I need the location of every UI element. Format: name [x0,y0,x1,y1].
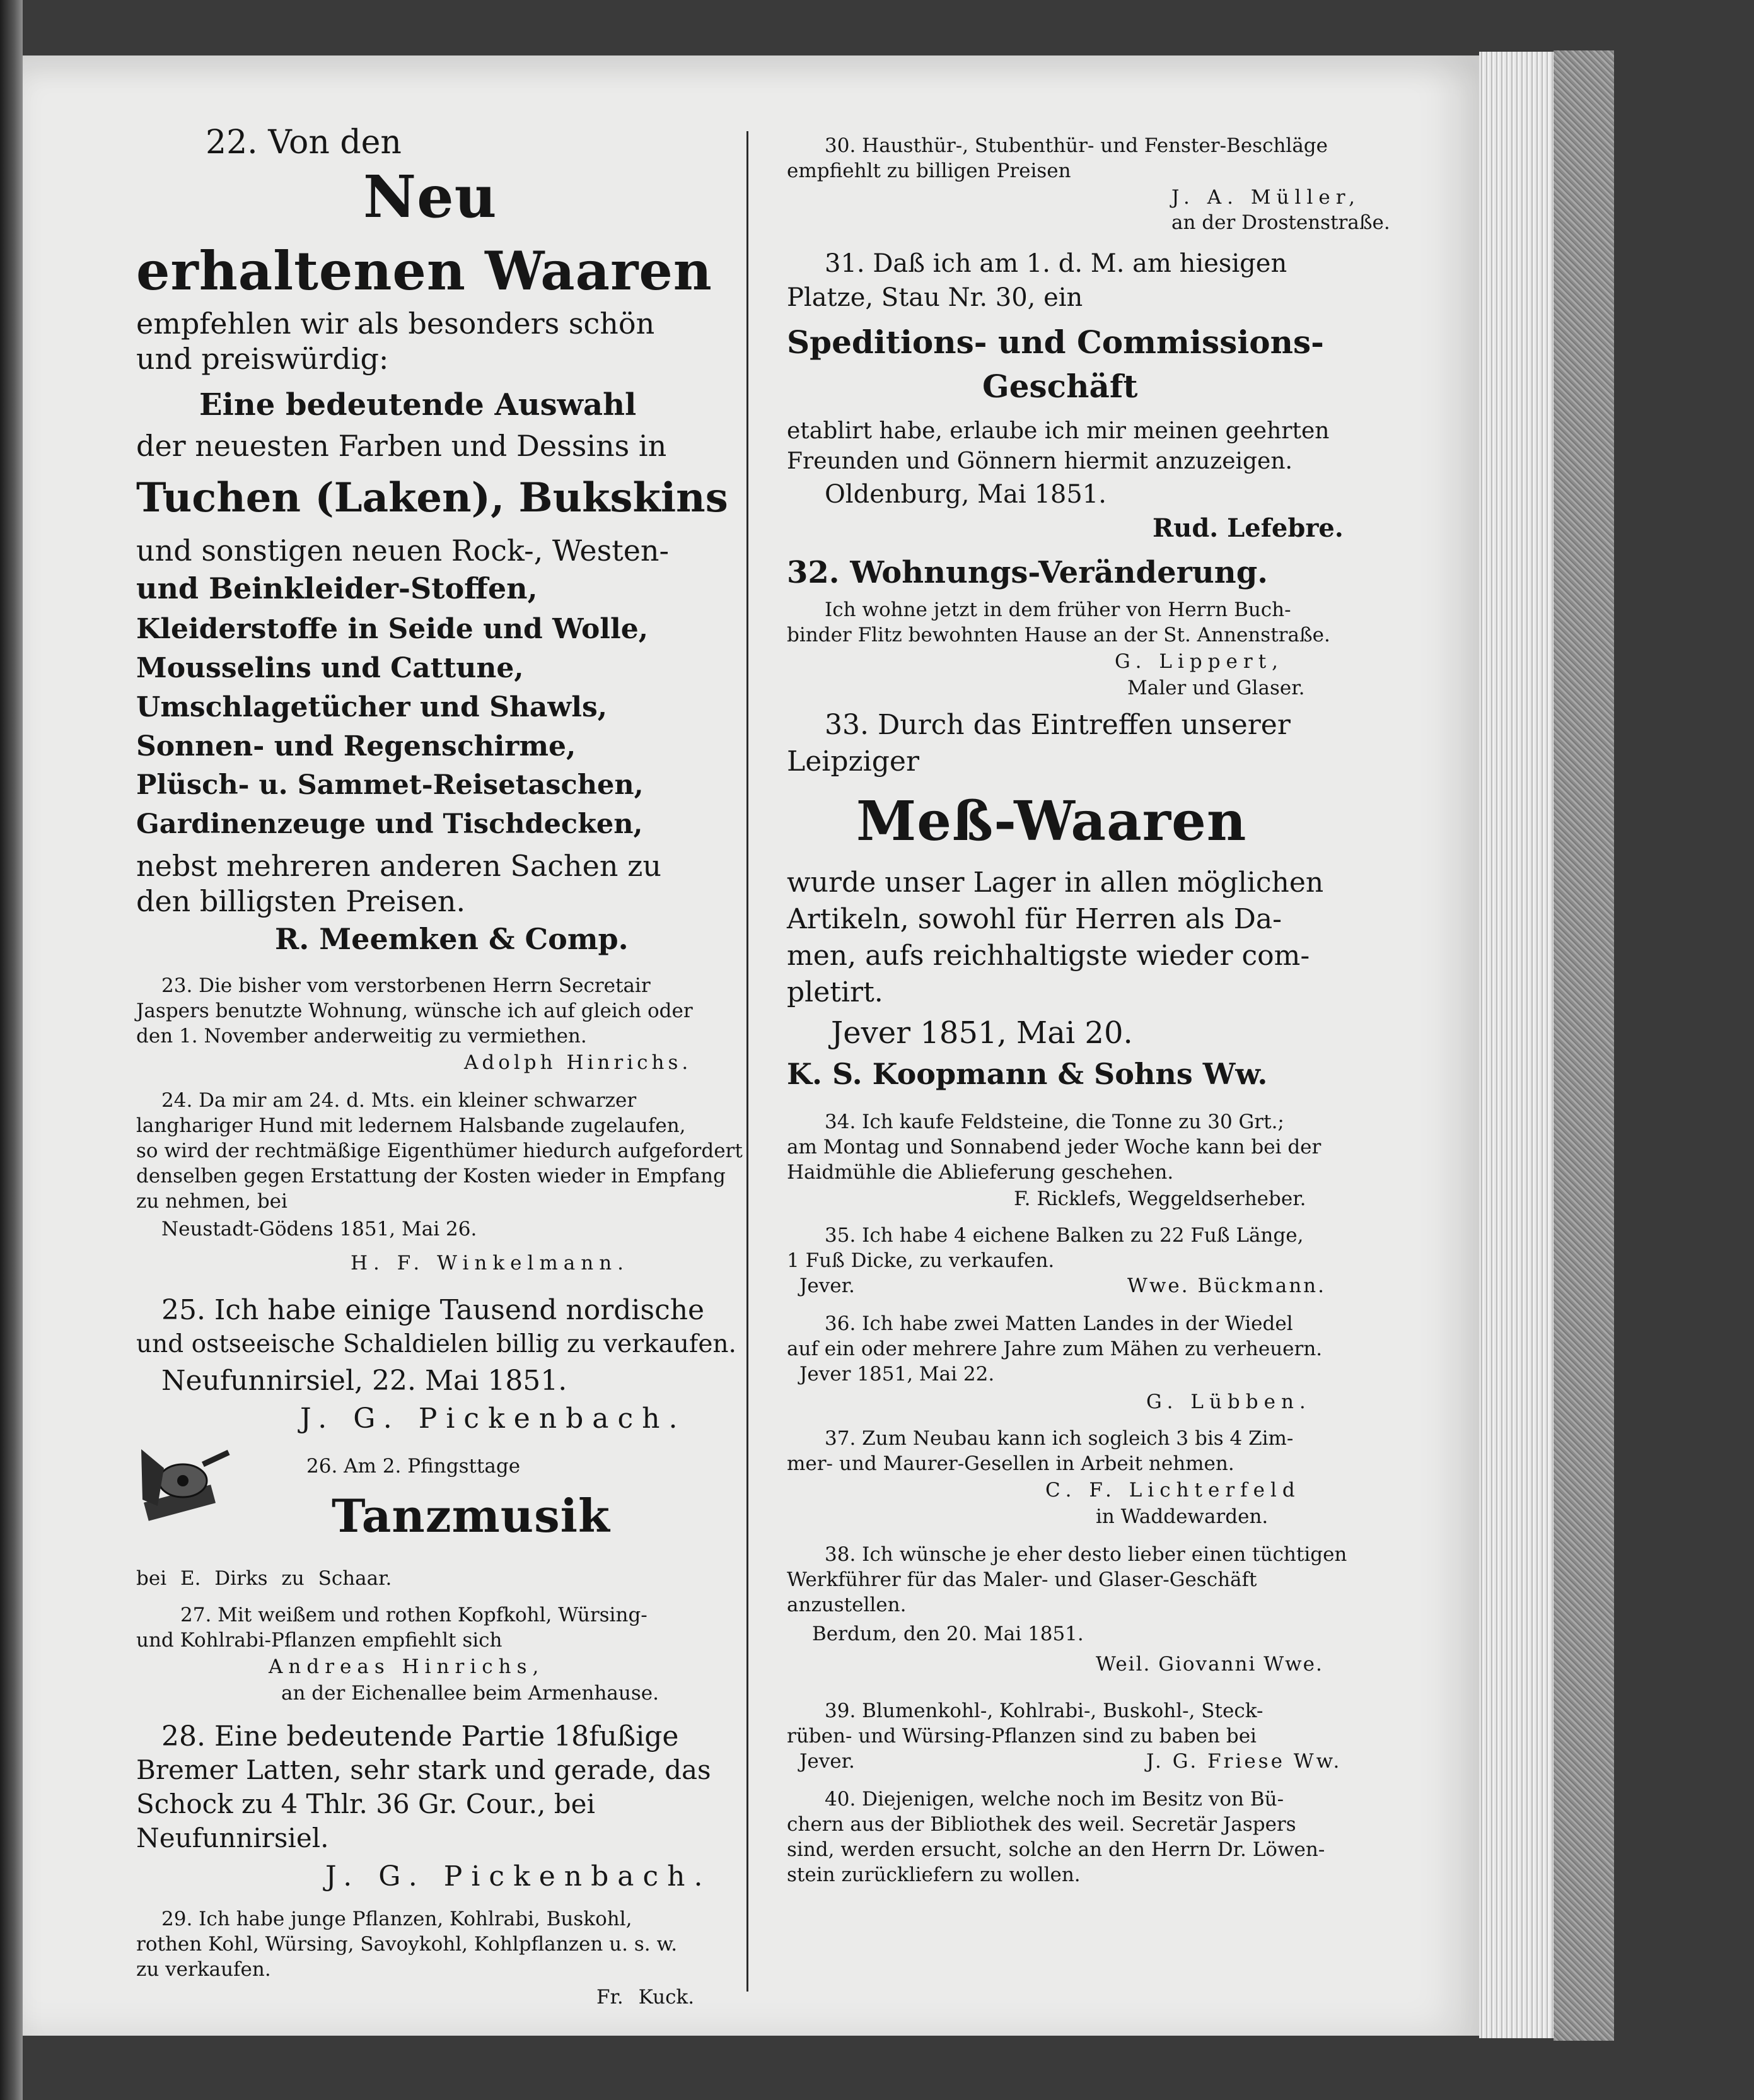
ad-22-line: Eine bedeutende Auswahl [199,387,637,423]
book-spine-shadow [0,0,23,2100]
ad-38-signature: Weil. Giovanni Wwe. [1096,1653,1323,1676]
ad-22-line: Sonnen- und Regenschirme, [136,730,576,762]
ad-33-line: 33. Durch das Eintreffen unserer [825,709,1291,741]
ad-22-neu: Neu [363,163,497,231]
ad-33-line: Leipziger [787,745,919,778]
ad-32-signature: G. Lippert, [1115,650,1284,673]
ad-28-line: Neufunnirsiel. [136,1823,329,1853]
ad-22-line: Plüsch- u. Sammet-Reisetaschen, [136,769,644,801]
ad-23-line: den 1. November anderweitig zu vermiethen. [136,1025,587,1047]
ad-32-occupation: Maler und Glaser. [1127,677,1305,699]
ad-30-line: empfiehlt zu billigen Preisen [787,160,1071,182]
ad-31-line: Platze, Stau Nr. 30, ein [787,283,1083,312]
ad-22-line: Kleiderstoffe in Seide und Wolle, [136,613,649,645]
ad-24-line: Neustadt-Gödens 1851, Mai 26. [161,1218,477,1240]
ad-26-line: 26. Am 2. Pfingsttage [306,1455,521,1478]
ad-24-line: zu nehmen, bei [136,1190,287,1213]
ad-29-signature: Fr. Kuck. [596,1986,695,2009]
ad-40-line: stein zurückliefern zu wollen. [787,1864,1081,1886]
ad-27-line: und Kohlrabi-Pflanzen empfiehlt sich [136,1629,502,1652]
ad-32-line: Ich wohne jetzt in dem früher von Herrn Buch- [825,598,1291,621]
ad-35-signature: Wwe. Bückmann. [1127,1275,1327,1297]
ad-33-title: Meß-Waaren [856,790,1247,853]
ad-31-line: Speditions- und Commissions- [787,324,1324,361]
ad-31-line: Freunden und Gönnern hiermit anzuzeigen. [787,448,1292,474]
column-divider [746,131,748,1992]
ad-22-line: nebst mehreren anderen Sachen zu [136,849,661,883]
ad-38-line: 38. Ich wünsche je eher desto lieber einen tüchtigen [825,1543,1347,1566]
ad-33-line: pletirt. [787,976,883,1008]
ad-27-address: an der Eichenallee beim Armenhause. [281,1682,659,1705]
ad-22-line: empfehlen wir als besonders schön [136,306,655,341]
ad-22-line: und preiswürdig: [136,342,389,376]
ad-24-line: so wird der rechtmäßige Eigenthümer hiedurch aufgefordert [136,1140,743,1162]
ad-34-line: am Montag und Sonnabend jeder Woche kann bei der [787,1136,1321,1158]
ad-32-line: binder Flitz bewohnten Hause an der St. Annenstraße. [787,624,1330,646]
ad-24-line: denselben gegen Erstattung der Kosten wieder in Empfang [136,1165,726,1187]
ad-22-line: Mousselins und Cattune, [136,652,524,684]
ad-28-signature: J. G. Pickenbach. [325,1860,712,1893]
ad-27-line: 27. Mit weißem und rothen Kopfkohl, Würsing- [180,1604,648,1626]
ad-36-line: auf ein oder mehrere Jahre zum Mähen zu verheuern. [787,1338,1323,1360]
ad-22-line: Tuchen (Laken), Bukskins [136,474,728,522]
ad-38-line: Werkführer für das Maler- und Glaser-Geschäft [787,1568,1257,1591]
ad-33-line: Jever 1851, Mai 20. [831,1015,1133,1051]
ad-35-line: 1 Fuß Dicke, zu verkaufen. [787,1249,1055,1272]
ad-28-line: Schock zu 4 Thlr. 36 Gr. Cour., bei [136,1788,595,1819]
ad-37-place: in Waddewarden. [1096,1505,1269,1528]
ad-24-line: 24. Da mir am 24. d. Mts. ein kleiner schwarzer [161,1089,637,1112]
ad-31-signature: Rud. Lefebre. [1153,513,1344,543]
ad-25-line: und ostseeische Schaldielen billig zu verkaufen. [136,1330,736,1358]
ad-40-line: sind, werden ersucht, solche an den Herrn Dr. Löwen- [787,1838,1325,1861]
ad-22-line: und sonstigen neuen Rock-, Westen- [136,534,670,568]
ad-27-signature: Andreas Hinrichs, [269,1655,545,1678]
ad-37-signature: C. F. Lichterfeld [1045,1479,1301,1502]
newspaper-page [23,55,1479,2036]
ad-29-line: 29. Ich habe junge Pflanzen, Kohlrabi, Buskohl, [161,1908,632,1930]
ad-39-line: 39. Blumenkohl-, Kohlrabi-, Buskohl-, Steck- [825,1700,1263,1722]
ad-22-title: erhaltenen Waaren [136,240,712,302]
ad-29-line: rothen Kohl, Würsing, Savoykohl, Kohlpflanzen u. s. w. [136,1933,678,1956]
ad-36-line: 36. Ich habe zwei Matten Landes in der Wiedel [825,1312,1293,1335]
ad-28-line: 28. Eine bedeutende Partie 18fußige [161,1720,679,1753]
ad-31-line: Geschäft [982,368,1138,405]
ad-34-line: Haidmühle die Ablieferung geschehen. [787,1161,1174,1184]
ad-26-line: bei E. Dirks zu Schaar. [136,1567,392,1590]
ad-22-line: der neuesten Farben und Dessins in [136,429,667,463]
guitar-icon [139,1443,233,1525]
ad-31-line: Oldenburg, Mai 1851. [825,480,1106,509]
ad-32-heading: 32. Wohnungs-Veränderung. [787,555,1268,590]
ad-22-line: Umschlagetücher und Shawls, [136,691,608,723]
ad-22-line: den billigsten Preisen. [136,884,466,918]
ad-28-line: Bremer Latten, sehr stark und gerade, das [136,1754,711,1785]
ad-24-signature: H. F. Winkelmann. [351,1252,630,1275]
ad-36-line: Jever 1851, Mai 22. [799,1363,995,1385]
ad-33-signature: K. S. Koopmann & Sohns Ww. [787,1057,1268,1091]
ad-33-line: Artikeln, sowohl für Herren als Da- [787,903,1282,935]
ad-30-signature: J. A. Müller, [1171,186,1361,209]
ad-34-signature: F. Ricklefs, Weggeldserheber. [1014,1187,1306,1210]
ad-22-line: Gardinenzeuge und Tischdecken, [136,808,643,840]
ad-39-line: rüben- und Würsing-Pflanzen sind zu baben bei [787,1725,1257,1747]
ad-26-title: Tanzmusik [332,1489,610,1543]
ad-40-line: chern aus der Bibliothek des weil. Secretär Jaspers [787,1813,1296,1836]
ad-34-line: 34. Ich kaufe Feldsteine, die Tonne zu 30 Grt.; [825,1111,1284,1133]
ad-30-address: an der Drostenstraße. [1171,211,1390,234]
ad-29-line: zu verkaufen. [136,1958,271,1981]
ad-23-line: Jaspers benutzte Wohnung, wünsche ich auf gleich oder [136,1000,693,1022]
ad-37-line: mer- und Maurer-Gesellen in Arbeit nehmen. [787,1452,1234,1475]
book-cover-edge [1554,50,1614,2041]
ad-38-line: Berdum, den 20. Mai 1851. [812,1623,1084,1645]
ad-22-signature: R. Meemken & Comp. [275,922,629,956]
ad-22-line: und Beinkleider-Stoffen, [136,571,538,605]
ad-25-line: 25. Ich habe einige Tausend nordische [161,1294,705,1326]
ad-23-signature: Adolph Hinrichs. [464,1051,692,1074]
ad-22-heading: 22. Von den [206,124,402,161]
ad-25-signature: J. G. Pickenbach. [300,1403,687,1435]
ad-31-line: 31. Daß ich am 1. d. M. am hiesigen [825,249,1287,278]
ad-30-line: 30. Hausthür-, Stubenthür- und Fenster-Beschläge [825,134,1328,157]
ad-36-signature: G. Lübben. [1146,1391,1311,1413]
ad-40-line: 40. Diejenigen, welche noch im Besitz von Bü- [825,1788,1284,1811]
ad-35-line: Jever. [799,1275,855,1297]
ad-33-line: men, aufs reichhaltigste wieder com- [787,940,1310,972]
ad-33-line: wurde unser Lager in allen möglichen [787,866,1324,899]
ad-35-line: 35. Ich habe 4 eichene Balken zu 22 Fuß Länge, [825,1224,1304,1247]
ad-39-line: Jever. [799,1750,855,1773]
ad-37-line: 37. Zum Neubau kann ich sogleich 3 bis 4 Zim- [825,1427,1294,1450]
ad-31-line: etablirt habe, erlaube ich mir meinen geehrten [787,418,1330,444]
ad-38-line: anzustellen. [787,1594,907,1616]
page-edges [1479,52,1554,2038]
ad-39-signature: J. G. Friese Ww. [1146,1750,1342,1773]
ad-23-line: 23. Die bisher vom verstorbenen Herrn Secretair [161,974,651,997]
ad-24-line: langhariger Hund mit ledernem Halsbande zugelaufen, [136,1114,686,1137]
ad-25-line: Neufunnirsiel, 22. Mai 1851. [161,1365,567,1397]
